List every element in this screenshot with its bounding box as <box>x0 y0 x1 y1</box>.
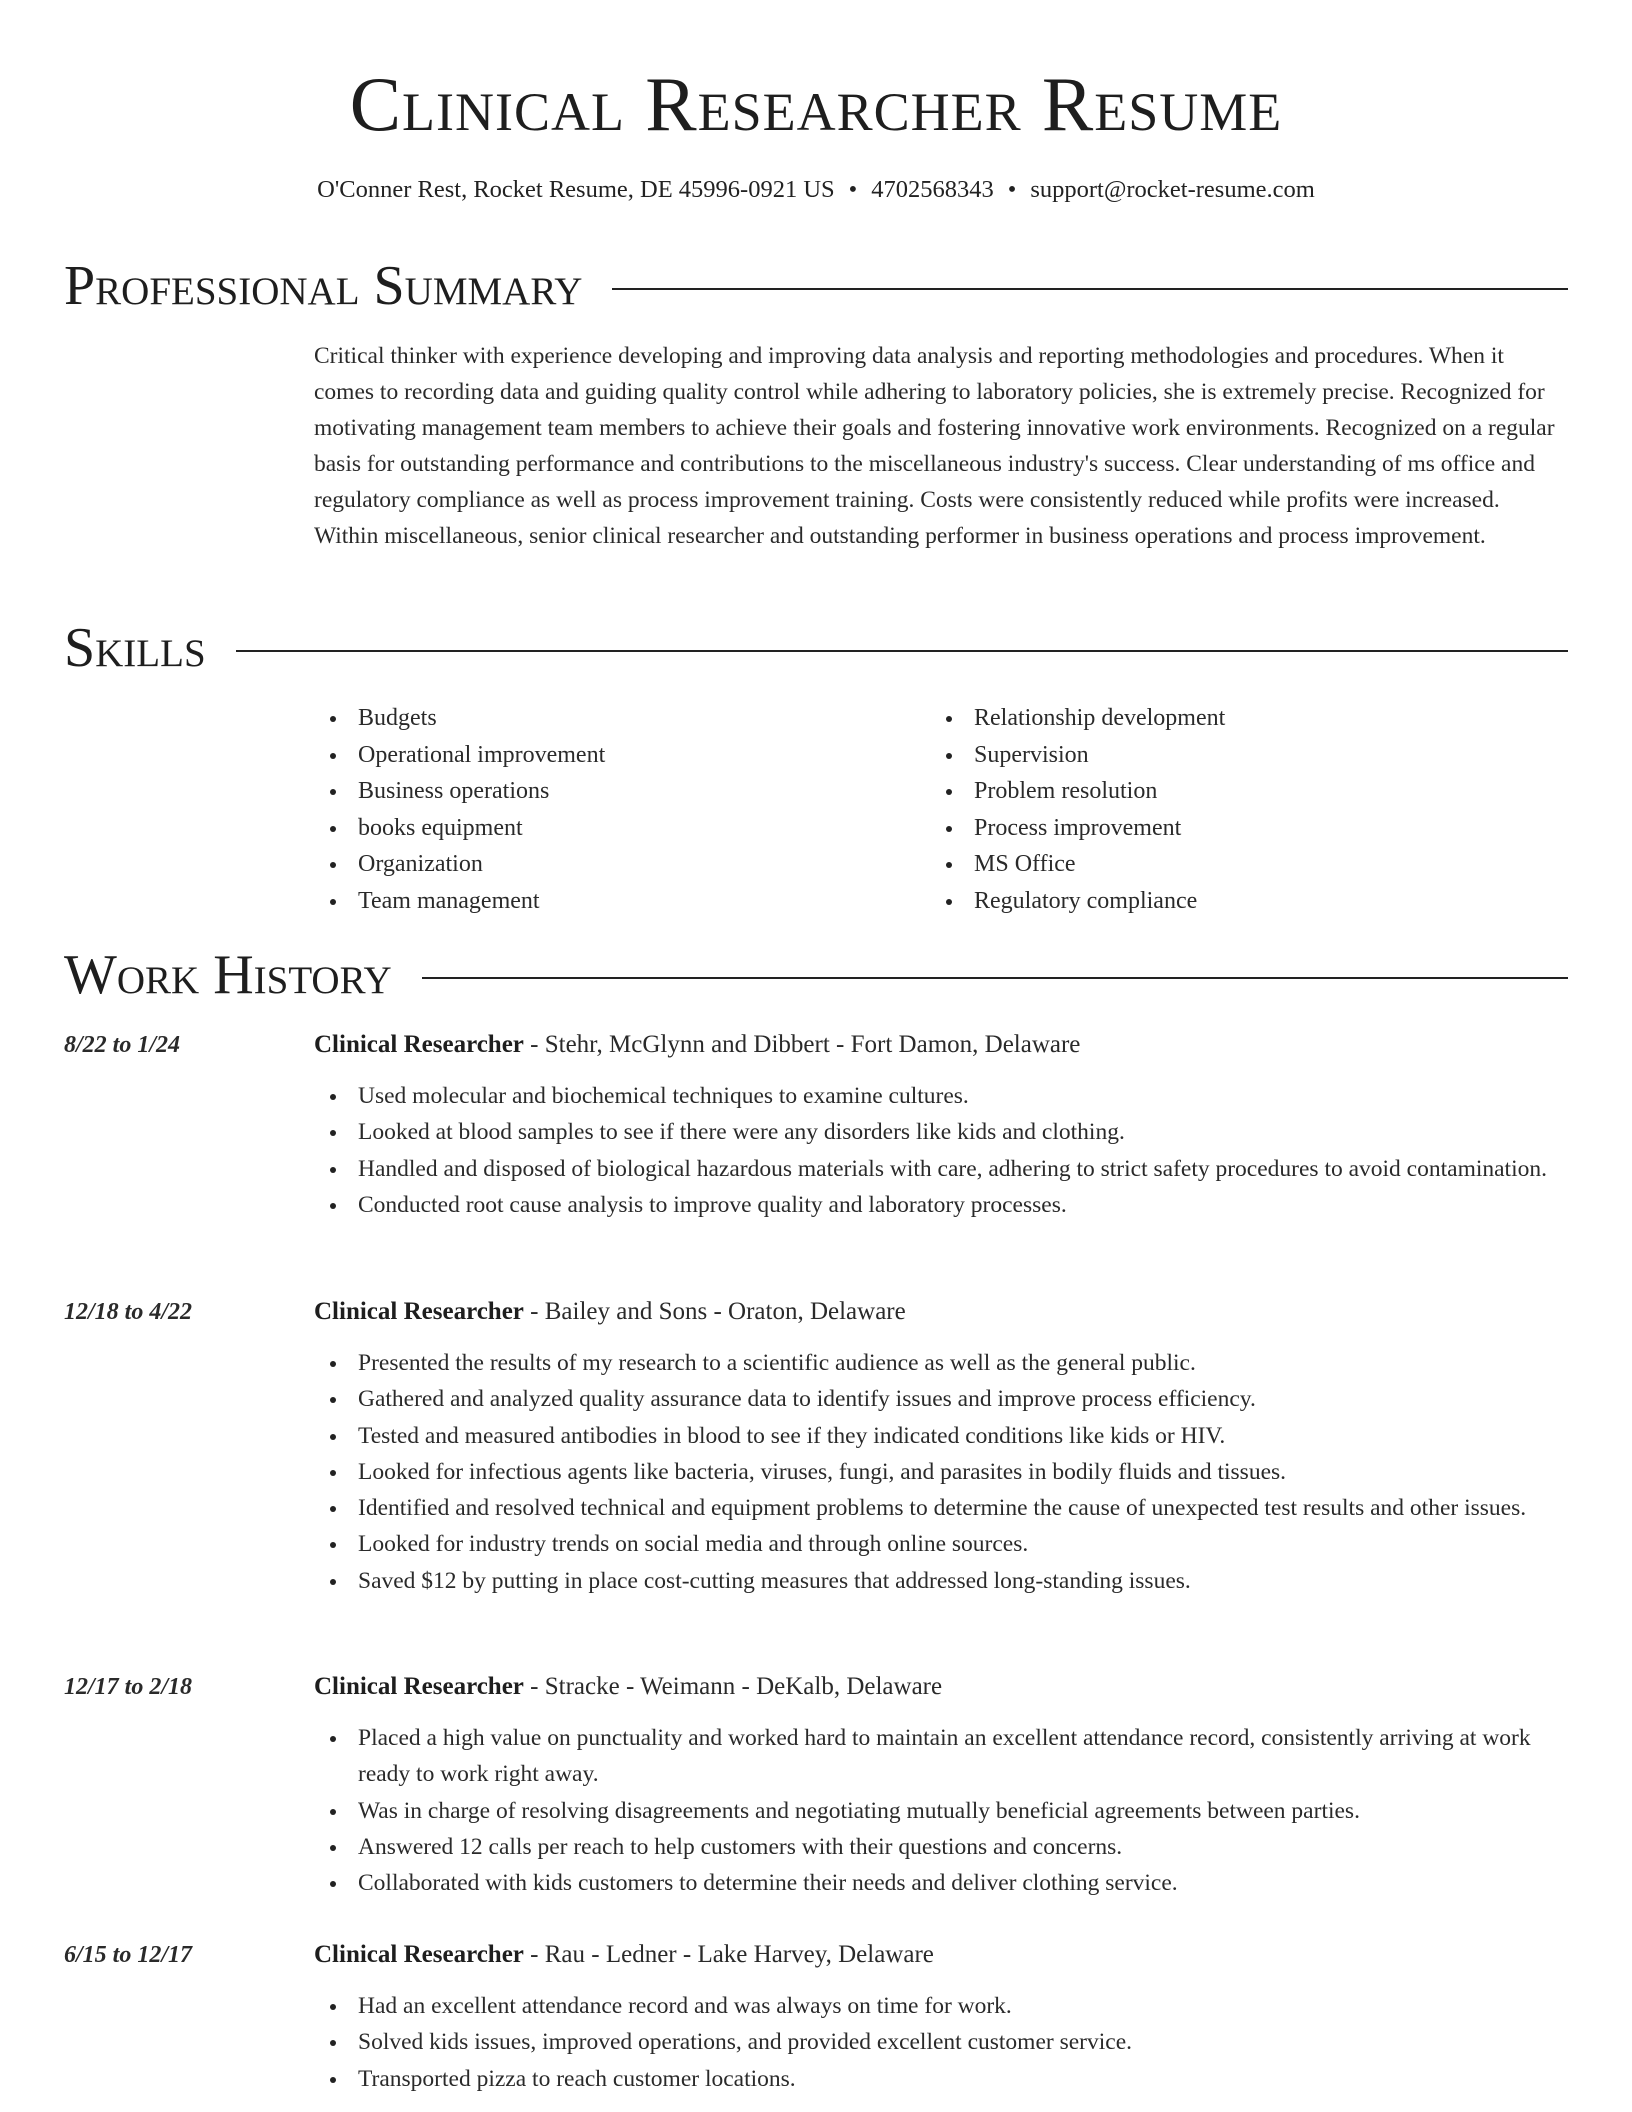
job-heading <box>314 1028 1568 1062</box>
job-heading <box>314 1938 1568 1972</box>
skill-item: Relationship development <box>930 700 1225 737</box>
job-bullet: Used molecular and biochemical techniques to examine cultures. <box>314 1078 1568 1114</box>
skills-list-right <box>930 700 1225 919</box>
email: support@rocket-resume.com <box>1030 176 1315 203</box>
job-bullets <box>314 1988 1568 2097</box>
section-divider <box>64 650 1568 652</box>
job-bullets <box>314 1078 1568 1223</box>
job-dates: 6/15 to 12/17 <box>64 1942 193 1968</box>
job-bullet: Tested and measured antibodies in blood to see if they indicated conditions like kids or HIV. <box>314 1418 1568 1454</box>
job-bullets <box>314 1720 1568 1901</box>
job-details: - Rau - Ledner - Lake Harvey, Delaware <box>523 1941 934 1968</box>
job-bullets <box>314 1345 1568 1599</box>
job-role: Clinical Researcher <box>314 1298 524 1325</box>
separator: • <box>1007 176 1017 203</box>
job-bullet: Presented the results of my research to a scientific audience as well as the general public. <box>314 1345 1568 1381</box>
skill-item: Organization <box>314 846 605 883</box>
job-bullet: Solved kids issues, improved operations, and provided excellent customer service. <box>314 2024 1568 2060</box>
skills-section-title: Skills <box>64 618 236 678</box>
skill-item: Process improvement <box>930 810 1225 847</box>
skills-section-header <box>64 618 1568 678</box>
skill-item: Team management <box>314 883 605 920</box>
summary-section-title: Professional Summary <box>64 256 612 316</box>
job-bullet: Looked for infectious agents like bacteria, viruses, fungi, and parasites in bodily fluids and tissues. <box>314 1454 1568 1490</box>
skill-item: Budgets <box>314 700 605 737</box>
job-details: - Stehr, McGlynn and Dibbert - Fort Damon, Delaware <box>523 1031 1081 1058</box>
job-bullet: Answered 12 calls per reach to help customers with their questions and concerns. <box>314 1829 1568 1865</box>
page-title: Clinical Researcher Resume <box>349 61 1283 147</box>
work-section-title: Work History <box>64 945 422 1005</box>
job-bullet: Was in charge of resolving disagreements and negotiating mutually beneficial agreements between parties. <box>314 1793 1568 1829</box>
job-bullet: Placed a high value on punctuality and worked hard to maintain an excellent attendance record, consistently arriving at work ready to work right away. <box>314 1720 1568 1793</box>
skill-item: Business operations <box>314 773 605 810</box>
job-heading <box>314 1670 1568 1704</box>
skill-item: Supervision <box>930 737 1225 774</box>
phone: 4702568343 <box>871 176 994 203</box>
job-role: Clinical Researcher <box>314 1673 524 1700</box>
job-bullet: Looked at blood samples to see if there were any disorders like kids and clothing. <box>314 1114 1568 1150</box>
contact-line <box>0 174 1632 206</box>
job-bullet: Identified and resolved technical and equipment problems to determine the cause of unexpected test results and other issues. <box>314 1490 1568 1526</box>
job-bullet: Transported pizza to reach customer locations. <box>314 2061 1568 2097</box>
job-dates: 12/17 to 2/18 <box>64 1674 193 1700</box>
job-heading <box>314 1295 1568 1329</box>
skill-item: Operational improvement <box>314 737 605 774</box>
job-bullet: Conducted root cause analysis to improve quality and laboratory processes. <box>314 1187 1568 1223</box>
separator: • <box>848 176 858 203</box>
job-bullet: Handled and disposed of biological hazardous materials with care, adhering to strict safety procedures to avoid contamination. <box>314 1151 1568 1187</box>
work-section-header <box>64 945 1568 1005</box>
job-bullet: Saved $12 by putting in place cost-cutting measures that addressed long-standing issues. <box>314 1563 1568 1599</box>
job-dates: 12/18 to 4/22 <box>64 1299 193 1325</box>
job-role: Clinical Researcher <box>314 1941 524 1968</box>
job-bullet: Looked for industry trends on social media and through online sources. <box>314 1526 1568 1562</box>
skill-item: MS Office <box>930 846 1225 883</box>
summary-text: Critical thinker with experience developing and improving data analysis and reporting methodologies and procedures. When it comes to recording data and guiding quality control while adhering to laboratory policies, she is extremely precise. Recognized for motivating management team members to achieve their goals and fostering innovative work environments. Recognized on a regular basis for outstanding performance and contributions to the miscellaneous industry's success. Clear understanding of ms office and regulatory compliance as well as process improvement training. Costs were consistently reduced while profits were increased. Within miscellaneous, senior clinical researcher and outstanding performer in business operations and process improvement. <box>314 343 1555 549</box>
job-role: Clinical Researcher <box>314 1031 524 1058</box>
job-bullet: Collaborated with kids customers to determine their needs and deliver clothing service. <box>314 1865 1568 1901</box>
job-bullet: Had an excellent attendance record and was always on time for work. <box>314 1988 1568 2024</box>
address: O'Conner Rest, Rocket Resume, DE 45996-0921 US <box>317 176 835 203</box>
skill-item: Regulatory compliance <box>930 883 1225 920</box>
job-dates: 8/22 to 1/24 <box>64 1032 181 1058</box>
skills-list-left <box>314 700 605 919</box>
job-details: - Bailey and Sons - Oraton, Delaware <box>523 1298 906 1325</box>
summary-section-header <box>64 256 1568 316</box>
job-details: - Stracke - Weimann - DeKalb, Delaware <box>523 1673 943 1700</box>
skill-item: Problem resolution <box>930 773 1225 810</box>
skill-item: books equipment <box>314 810 605 847</box>
job-bullet: Gathered and analyzed quality assurance data to identify issues and improve process efficiency. <box>314 1381 1568 1417</box>
